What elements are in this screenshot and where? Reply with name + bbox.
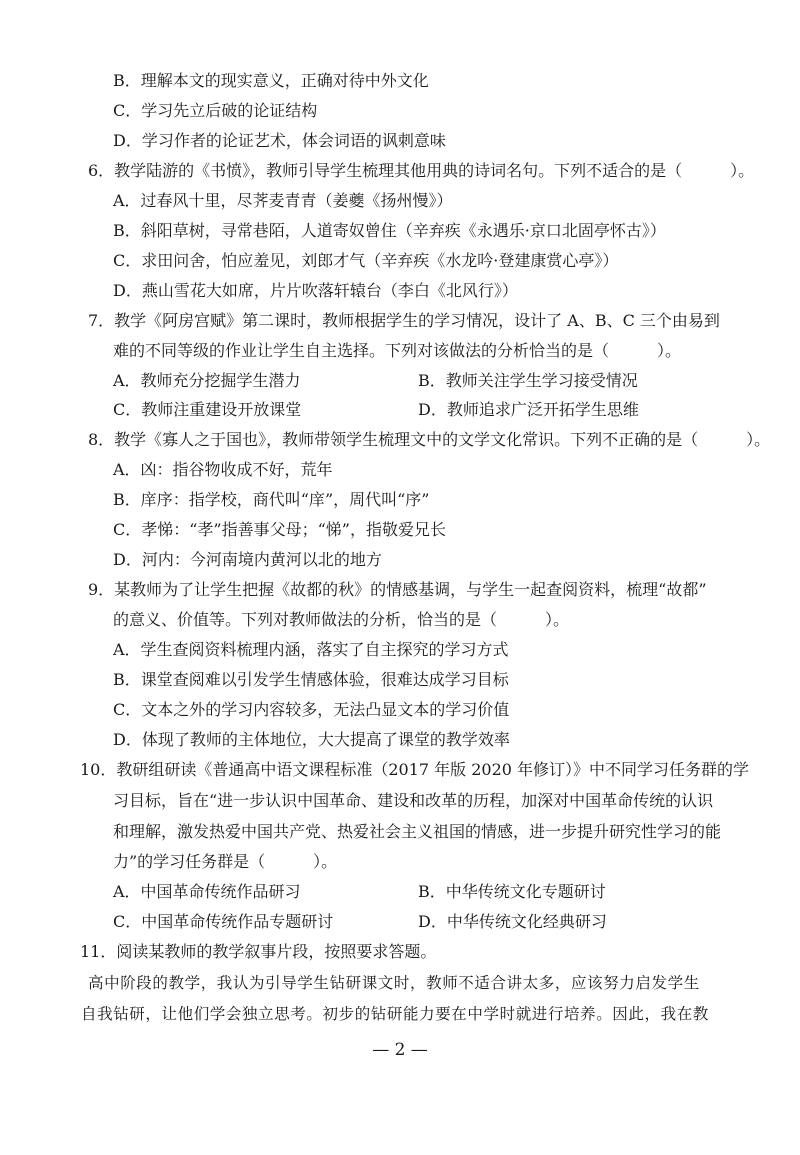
q7-option-d: D．教师追求广泛开拓学生思维 xyxy=(418,400,639,419)
q10-stem-line1: 10．教研组研读《普通高中语文课程标准（2017 年版 2020 年修订）》中不同学习任务群的学 xyxy=(80,760,750,779)
page-number: — 2 — xyxy=(372,1040,428,1060)
q11-passage-line2: 自我钻研，让他们学会独立思考。初步的钻研能力要在中学时就进行培养。因此，我在教 xyxy=(81,1005,709,1023)
q8-option-b: B．庠序：指学校，商代叫“庠”，周代叫“序” xyxy=(113,490,430,509)
q7-option-a: A．教师充分挖掘学生潜力 xyxy=(113,371,301,390)
q7-option-b: B．教师关注学生学习接受情况 xyxy=(418,371,638,390)
q9-stem-line1: 9．某教师为了让学生把握《故都的秋》的情感基调，与学生一起查阅资料，梳理“故都” xyxy=(88,580,707,599)
q10-stem-line4: 力”的学习任务群是（ ）。 xyxy=(113,852,338,871)
q8-stem: 8．教学《寡人之于国也》，教师带领学生梳理文中的文学文化常识。下列不正确的是（ ）。 xyxy=(88,430,771,449)
q8-option-d: D．河内：今河南境内黄河以北的地方 xyxy=(113,550,382,569)
q6-option-d: D．燕山雪花大如席，片片吹落轩辕台（李白《北风行》） xyxy=(113,281,518,300)
q10-option-a: A．中国革命传统作品研习 xyxy=(113,882,301,901)
q9-option-b: B．课堂查阅难以引发学生情感体验，很难达成学习目标 xyxy=(113,670,509,689)
q11-passage-line1: 高中阶段的教学，我认为引导学生钻研课文时，教师不适合讲太多，应该努力启发学生 xyxy=(88,974,700,992)
q6-option-c: C．求田问舍，怕应羞见，刘郎才气（辛弃疾《水龙吟·登建康赏心亭》） xyxy=(113,251,619,270)
q10-option-d: D．中华传统文化经典研习 xyxy=(418,912,607,931)
q10-stem-line3: 和理解，激发热爱中国共产党、热爱社会主义祖国的情感，进一步提升研究性学习的能 xyxy=(113,822,722,841)
q10-option-c: C．中国革命传统作品专题研讨 xyxy=(113,912,334,931)
q6-stem: 6．教学陆游的《书愤》，教师引导学生梳理其他用典的诗词名句。下列不适合的是（ ）。 xyxy=(88,161,755,180)
q9-option-a: A．学生查阅资料梳理内涵，落实了自主探究的学习方式 xyxy=(113,640,509,659)
q7-stem-line2: 难的不同等级的作业让学生自主选择。下列对该做法的分析恰当的是（ ）。 xyxy=(113,341,682,360)
q10-stem-line2: 习目标，旨在“进一步认识中国革命、建设和改革的历程，加深对中国革命传统的认识 xyxy=(113,791,714,810)
q9-option-c: C．文本之外的学习内容较多，无法凸显文本的学习价值 xyxy=(113,700,510,719)
q11-stem: 11．阅读某教师的教学叙事片段，按照要求答题。 xyxy=(80,942,437,961)
q5-option-d: D．学习作者的论证艺术，体会词语的讽刺意味 xyxy=(113,131,446,150)
q9-stem-line2: 的意义、价值等。下列对教师做法的分析，恰当的是（ ）。 xyxy=(113,610,570,629)
q8-option-a: A．凶：指谷物收成不好，荒年 xyxy=(113,460,333,479)
q9-option-d: D．体现了教师的主体地位，大大提高了课堂的教学效率 xyxy=(113,730,510,749)
q7-option-c: C．教师注重建设开放课堂 xyxy=(113,400,302,419)
q10-option-b: B．中华传统文化专题研讨 xyxy=(418,882,606,901)
q7-stem-line1: 7．教学《阿房宫赋》第二课时，教师根据学生的学习情况，设计了 A、B、C 三个由易到 xyxy=(88,311,720,330)
q6-option-b: B．斜阳草树，寻常巷陌，人道寄奴曾住（辛弃疾《永遇乐·京口北固亭怀古》） xyxy=(113,221,666,240)
q5-option-b: B．理解本文的现实意义，正确对待中外文化 xyxy=(113,71,429,90)
q8-option-c: C．孝悌：“孝”指善事父母；“悌”，指敬爱兄长 xyxy=(113,520,446,539)
q5-option-c: C．学习先立后破的论证结构 xyxy=(113,101,318,120)
q6-option-a: A．过春风十里，尽荠麦青青（姜夔《扬州慢》） xyxy=(113,191,453,210)
